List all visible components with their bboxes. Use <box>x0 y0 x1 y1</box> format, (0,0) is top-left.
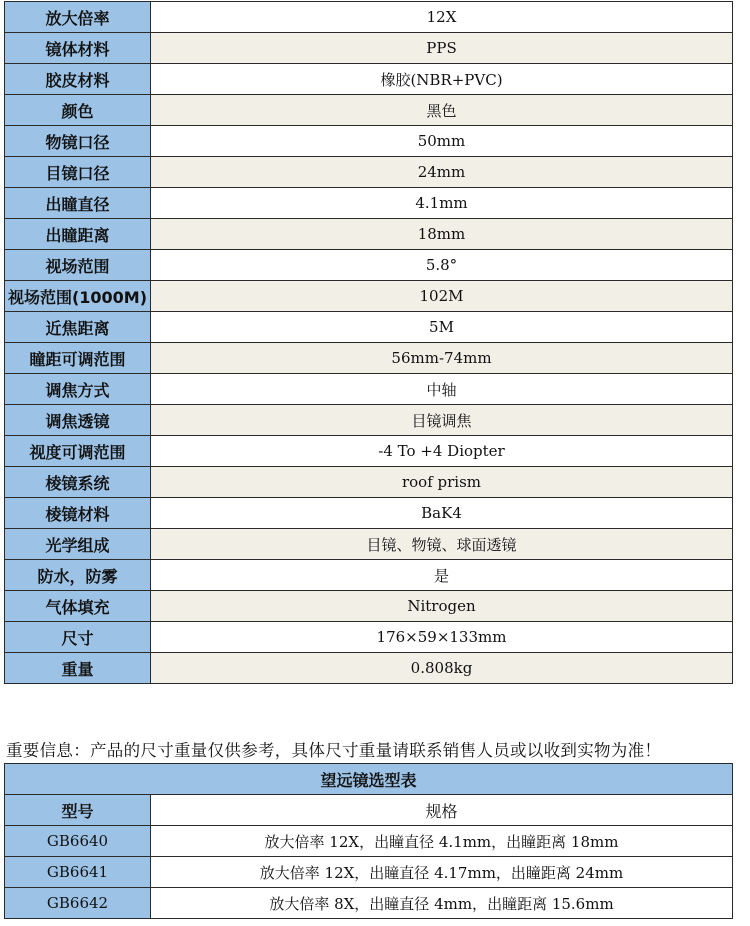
model-row <box>5 826 733 857</box>
model-number: GB6640 <box>5 826 151 857</box>
spec-row <box>5 95 733 126</box>
spec-value: 56mm-74mm <box>151 343 733 374</box>
spec-row <box>5 33 733 64</box>
model-table-header-row <box>5 795 733 826</box>
spec-row <box>5 281 733 312</box>
spec-row <box>5 157 733 188</box>
spec-label: 近焦距离 <box>5 312 151 343</box>
spec-value: roof prism <box>151 467 733 498</box>
notice-text: 重要信息：产品的尺寸重量仅供参考，具体尺寸重量请联系销售人员或以收到实物为准！ <box>6 741 662 760</box>
model-column-header: 型号 <box>5 795 151 826</box>
spec-row <box>5 622 733 653</box>
spec-label: 目镜口径 <box>5 157 151 188</box>
spec-row <box>5 250 733 281</box>
spec-value: PPS <box>151 33 733 64</box>
model-row <box>5 857 733 888</box>
spec-table-body <box>5 2 733 684</box>
model-spec: 放大倍率 12X，出瞳直径 4.1mm，出瞳距离 18mm <box>151 826 733 857</box>
spec-value: 5M <box>151 312 733 343</box>
spec-value: Nitrogen <box>151 591 733 622</box>
spec-value: 18mm <box>151 219 733 250</box>
spec-label: 出瞳距离 <box>5 219 151 250</box>
spec-label: 颜色 <box>5 95 151 126</box>
spec-value: 目镜、物镜、球面透镜 <box>151 529 733 560</box>
model-spec: 放大倍率 12X，出瞳直径 4.17mm，出瞳距离 24mm <box>151 857 733 888</box>
spec-label: 瞳距可调范围 <box>5 343 151 374</box>
spec-row <box>5 467 733 498</box>
spec-value: BaK4 <box>151 498 733 529</box>
spec-column-header: 规格 <box>151 795 733 826</box>
spec-value: 黑色 <box>151 95 733 126</box>
spec-row <box>5 405 733 436</box>
spec-label: 胶皮材料 <box>5 64 151 95</box>
spec-value: 176×59×133mm <box>151 622 733 653</box>
spec-label: 棱镜系统 <box>5 467 151 498</box>
spec-value: 中轴 <box>151 374 733 405</box>
spec-label: 调焦方式 <box>5 374 151 405</box>
spec-value: 102M <box>151 281 733 312</box>
spec-label: 放大倍率 <box>5 2 151 33</box>
spec-row <box>5 126 733 157</box>
spec-value: 0.808kg <box>151 653 733 684</box>
spec-value: 目镜调焦 <box>151 405 733 436</box>
spec-value: -4 To +4 Diopter <box>151 436 733 467</box>
spec-row <box>5 188 733 219</box>
model-number: GB6641 <box>5 857 151 888</box>
model-number: GB6642 <box>5 888 151 919</box>
spec-label: 出瞳直径 <box>5 188 151 219</box>
spec-row <box>5 2 733 33</box>
spec-value: 4.1mm <box>151 188 733 219</box>
spec-label: 视场范围(1000M) <box>5 281 151 312</box>
spec-value: 50mm <box>151 126 733 157</box>
model-table-body <box>5 764 733 919</box>
spec-label: 物镜口径 <box>5 126 151 157</box>
spec-row <box>5 312 733 343</box>
spec-value: 5.8° <box>151 250 733 281</box>
spec-row <box>5 529 733 560</box>
spec-label: 气体填充 <box>5 591 151 622</box>
spec-table <box>4 1 733 684</box>
spec-row <box>5 343 733 374</box>
spec-row <box>5 219 733 250</box>
spec-row <box>5 653 733 684</box>
spec-label: 光学组成 <box>5 529 151 560</box>
spec-value: 24mm <box>151 157 733 188</box>
spec-label: 镜体材料 <box>5 33 151 64</box>
spec-value: 12X <box>151 2 733 33</box>
spec-label: 防水，防雾 <box>5 560 151 591</box>
spec-row <box>5 374 733 405</box>
model-spec: 放大倍率 8X，出瞳直径 4mm，出瞳距离 15.6mm <box>151 888 733 919</box>
spec-row <box>5 436 733 467</box>
spec-label: 视度可调范围 <box>5 436 151 467</box>
spec-row <box>5 64 733 95</box>
model-table-title: 望远镜选型表 <box>5 764 733 795</box>
spec-value: 橡胶(NBR+PVC) <box>151 64 733 95</box>
spec-label: 重量 <box>5 653 151 684</box>
spec-label: 视场范围 <box>5 250 151 281</box>
spec-label: 尺寸 <box>5 622 151 653</box>
spec-label: 棱镜材料 <box>5 498 151 529</box>
spec-row <box>5 591 733 622</box>
spec-row <box>5 498 733 529</box>
spec-label: 调焦透镜 <box>5 405 151 436</box>
spec-value: 是 <box>151 560 733 591</box>
model-selection-table <box>4 763 733 919</box>
spec-row <box>5 560 733 591</box>
model-row <box>5 888 733 919</box>
model-table-title-row <box>5 764 733 795</box>
